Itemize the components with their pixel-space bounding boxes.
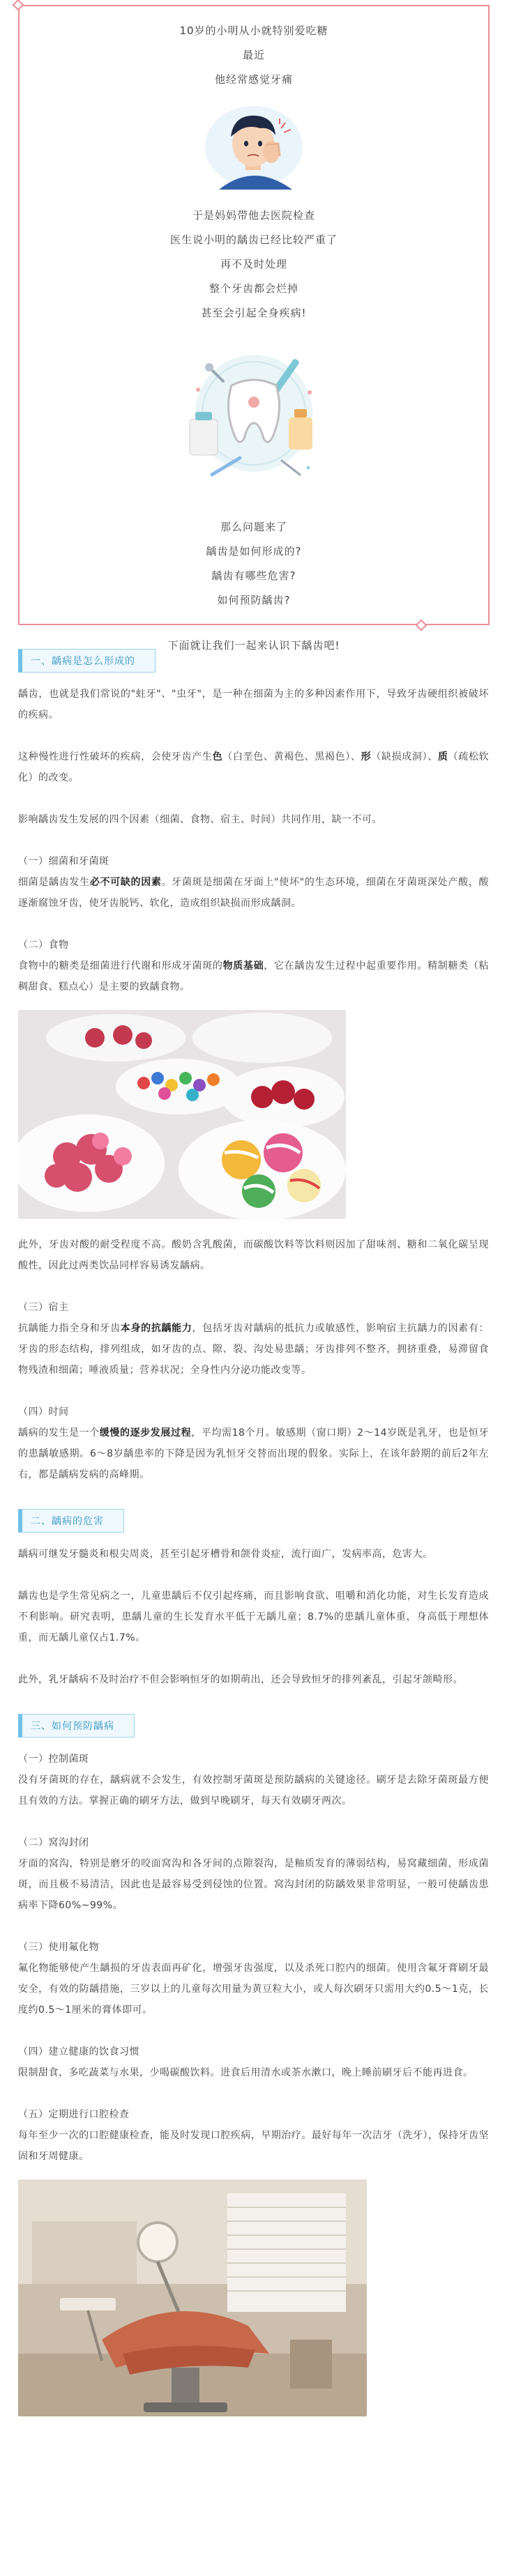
intro-line: 于是妈妈带他去医院检查 xyxy=(192,209,315,222)
intro-line: 他经常感觉牙痛 xyxy=(214,73,293,86)
article xyxy=(0,5,507,2432)
dental-clinic-photo xyxy=(18,2179,367,2416)
paragraph: 此外，牙齿对酸的耐受程度不高。酸奶含乳酸菌，而碳酸饮料等饮料则因加了甜味剂、糖和二氧化碳呈现酸性，因此过两类饮品同样容易诱发龋病。 xyxy=(18,1239,489,1271)
paragraph: 此外，乳牙龋病不及时治疗不但会影响恒牙的如期萌出，还会导致恒牙的排列紊乱，引起牙颌畸形。 xyxy=(18,1674,463,1685)
section-prevention xyxy=(18,1690,489,2432)
paragraph: 龋病可继发牙髓炎和根尖周炎，甚至引起牙槽骨和颌骨炎症，流行面广，发病率高，危害大。 xyxy=(18,1549,433,1560)
paragraph: 氟化物能够使产生龋损的牙齿表面再矿化，增强牙齿强度，以及杀死口腔内的细菌。使用含氟牙膏刷牙最安全，有效的防龋措施，三岁以上的儿童每次用量为黄豆粒大小，或人每次刷牙只需用大约0.5～1克，长度约0.5～1厘米的膏体即可。 xyxy=(18,1963,489,2016)
section-heading: 三、如何预防龋病 xyxy=(18,1714,135,1738)
paragraph: 龋齿也是学生常见病之一，儿童患龋后不仅引起疼痛，而且影响食欲、咀嚼和消化功能，对生长发育造成不利影响。研究表明，患龋儿童的生长发育水平低于无龋儿童；8.7%的患龋儿童体重，身高低于理想体重，而无龋儿童仅占1.7%。 xyxy=(18,1590,489,1643)
paragraph: 抗龋能力指全身和牙齿本身的抗龋能力，包括牙齿对龋病的抵抗力或敏感性，影响宿主抗龋力的因素有：牙齿的形态结构，排列组成，如牙齿的点、隙、裂、沟处易患龋；牙齿排列不整齐，拥挤重叠，易滞留食物残渣和细菌；唾液质量；营养状况；全身性内分泌功能改变等。 xyxy=(18,1323,490,1376)
subheading: （一）细菌和牙菌斑 xyxy=(18,856,109,867)
intro-story-block xyxy=(20,6,488,92)
subheading: （四）时间 xyxy=(18,1406,69,1418)
intro-line: 龋齿是如何形成的? xyxy=(206,545,302,558)
intro-line: 最近 xyxy=(242,49,265,61)
subheading: （四）建立健康的饮食习惯 xyxy=(18,2046,139,2057)
intro-line: 那么问题来了 xyxy=(220,521,287,533)
paragraph: 影响龋齿发生发展的四个因素（细菌、食物、宿主、时间）共同作用，缺一不可。 xyxy=(18,814,382,825)
intro-line: 如何预防龋齿? xyxy=(217,594,291,606)
paragraph: 限制甜食，多吃蔬菜与水果，少喝碳酸饮料。进食后用清水或茶水漱口，晚上睡前刷牙后不能再进食。 xyxy=(18,2067,474,2078)
section-heading: 二、龋病的危害 xyxy=(18,1509,124,1533)
paragraph: 细菌是龋齿发生必不可缺的因素。牙菌斑是细菌在牙面上"使坏"的生态环境，细菌在牙菌斑深处产酸，酸逐渐腐蚀牙齿，使牙齿脱钙、软化，造成组织缺损而形成龋洞。 xyxy=(18,877,489,909)
intro-card xyxy=(18,5,490,652)
intro-story-block xyxy=(20,201,488,325)
subheading: （三）使用氟化物 xyxy=(18,1942,99,1953)
subheading: （五）定期进行口腔检查 xyxy=(18,2109,130,2120)
intro-line: 整个牙齿都会烂掉 xyxy=(209,282,298,295)
paragraph: 龋齿，也就是我们常说的"蛀牙"、"虫牙"，是一种在细菌为主的多种因素作用下，导致牙齿硬组织被破坏的疾病。 xyxy=(18,689,489,721)
paragraph: 没有牙菌斑的存在，龋病就不会发生，有效控制牙菌斑是预防龋病的关键途径。刷牙是去除牙菌斑最方便且有效的方法。掌握正确的刷牙方法，做到早晚刷牙，每天有效刷牙两次。 xyxy=(18,1774,489,1807)
intro-question-block xyxy=(20,505,488,613)
candy-bowls-photo xyxy=(18,1010,346,1219)
intro-line: 再不及时处理 xyxy=(220,258,287,270)
paragraph: 食物中的糖类是细菌进行代谢和形成牙菌斑的物质基础，它在龋齿发生过程中起重要作用。精制糖类（粘稠甜食、糕点心）是主要的致龋食物。 xyxy=(18,960,490,992)
section-harm xyxy=(18,1485,489,1690)
subheading: （二）窝沟封闭 xyxy=(18,1837,89,1848)
intro-footer: 下面就让我们一起来认识下龋齿吧! xyxy=(167,639,340,652)
toothache-boy-illustration xyxy=(188,100,320,191)
intro-line: 医生说小明的龋齿已经比较严重了 xyxy=(169,233,338,246)
intro-line: 甚至会引起全身疾病! xyxy=(201,307,307,319)
paragraph: 牙面的窝沟，特别是磨牙的咬面窝沟和各牙间的点隙裂沟，是釉质发育的薄弱结构，易窝藏细菌，形成菌斑，而且极不易清洁，因此也是最容易受到侵蚀的位置。窝沟封闭的防龋效果非常明显，一般可使龋齿患病率下降60%~99%。 xyxy=(18,1858,489,1911)
section-heading: 一、龋病是怎么形成的 xyxy=(18,649,156,673)
subheading: （一）控制菌斑 xyxy=(18,1754,89,1765)
intro-line: 10岁的小明从小就特别爱吃糖 xyxy=(179,24,328,37)
paragraph: 每年至少一次的口腔健康检查，能及时发现口腔疾病，早期治疗。最好每年一次洁牙（洗牙），保持牙齿坚固和牙周健康。 xyxy=(18,2130,489,2162)
section-formation xyxy=(18,625,489,1485)
subheading: （二）食物 xyxy=(18,940,69,951)
paragraph: 龋病的发生是一个缓慢的逐步发展过程，平均需18个月。敏感期（窗口期）2～14岁既是乳牙，也是恒牙的患龋敏感期。6～8岁龋患率的下降是因为乳恒牙交替而出现的假象。实际上，在该年龄期的前后2年左右，都是龋病发病的高峰期。 xyxy=(18,1427,489,1480)
dental-tools-illustration xyxy=(170,335,338,496)
subheading: （三）宿主 xyxy=(18,1302,69,1313)
paragraph: 这种慢性进行性破坏的疾病，会使牙齿产生色（白垩色、黄褐色、黑褐色）、形（缺损成洞）、质（疏松软化）的改变。 xyxy=(18,751,490,783)
intro-line: 龋齿有哪些危害? xyxy=(211,569,296,582)
